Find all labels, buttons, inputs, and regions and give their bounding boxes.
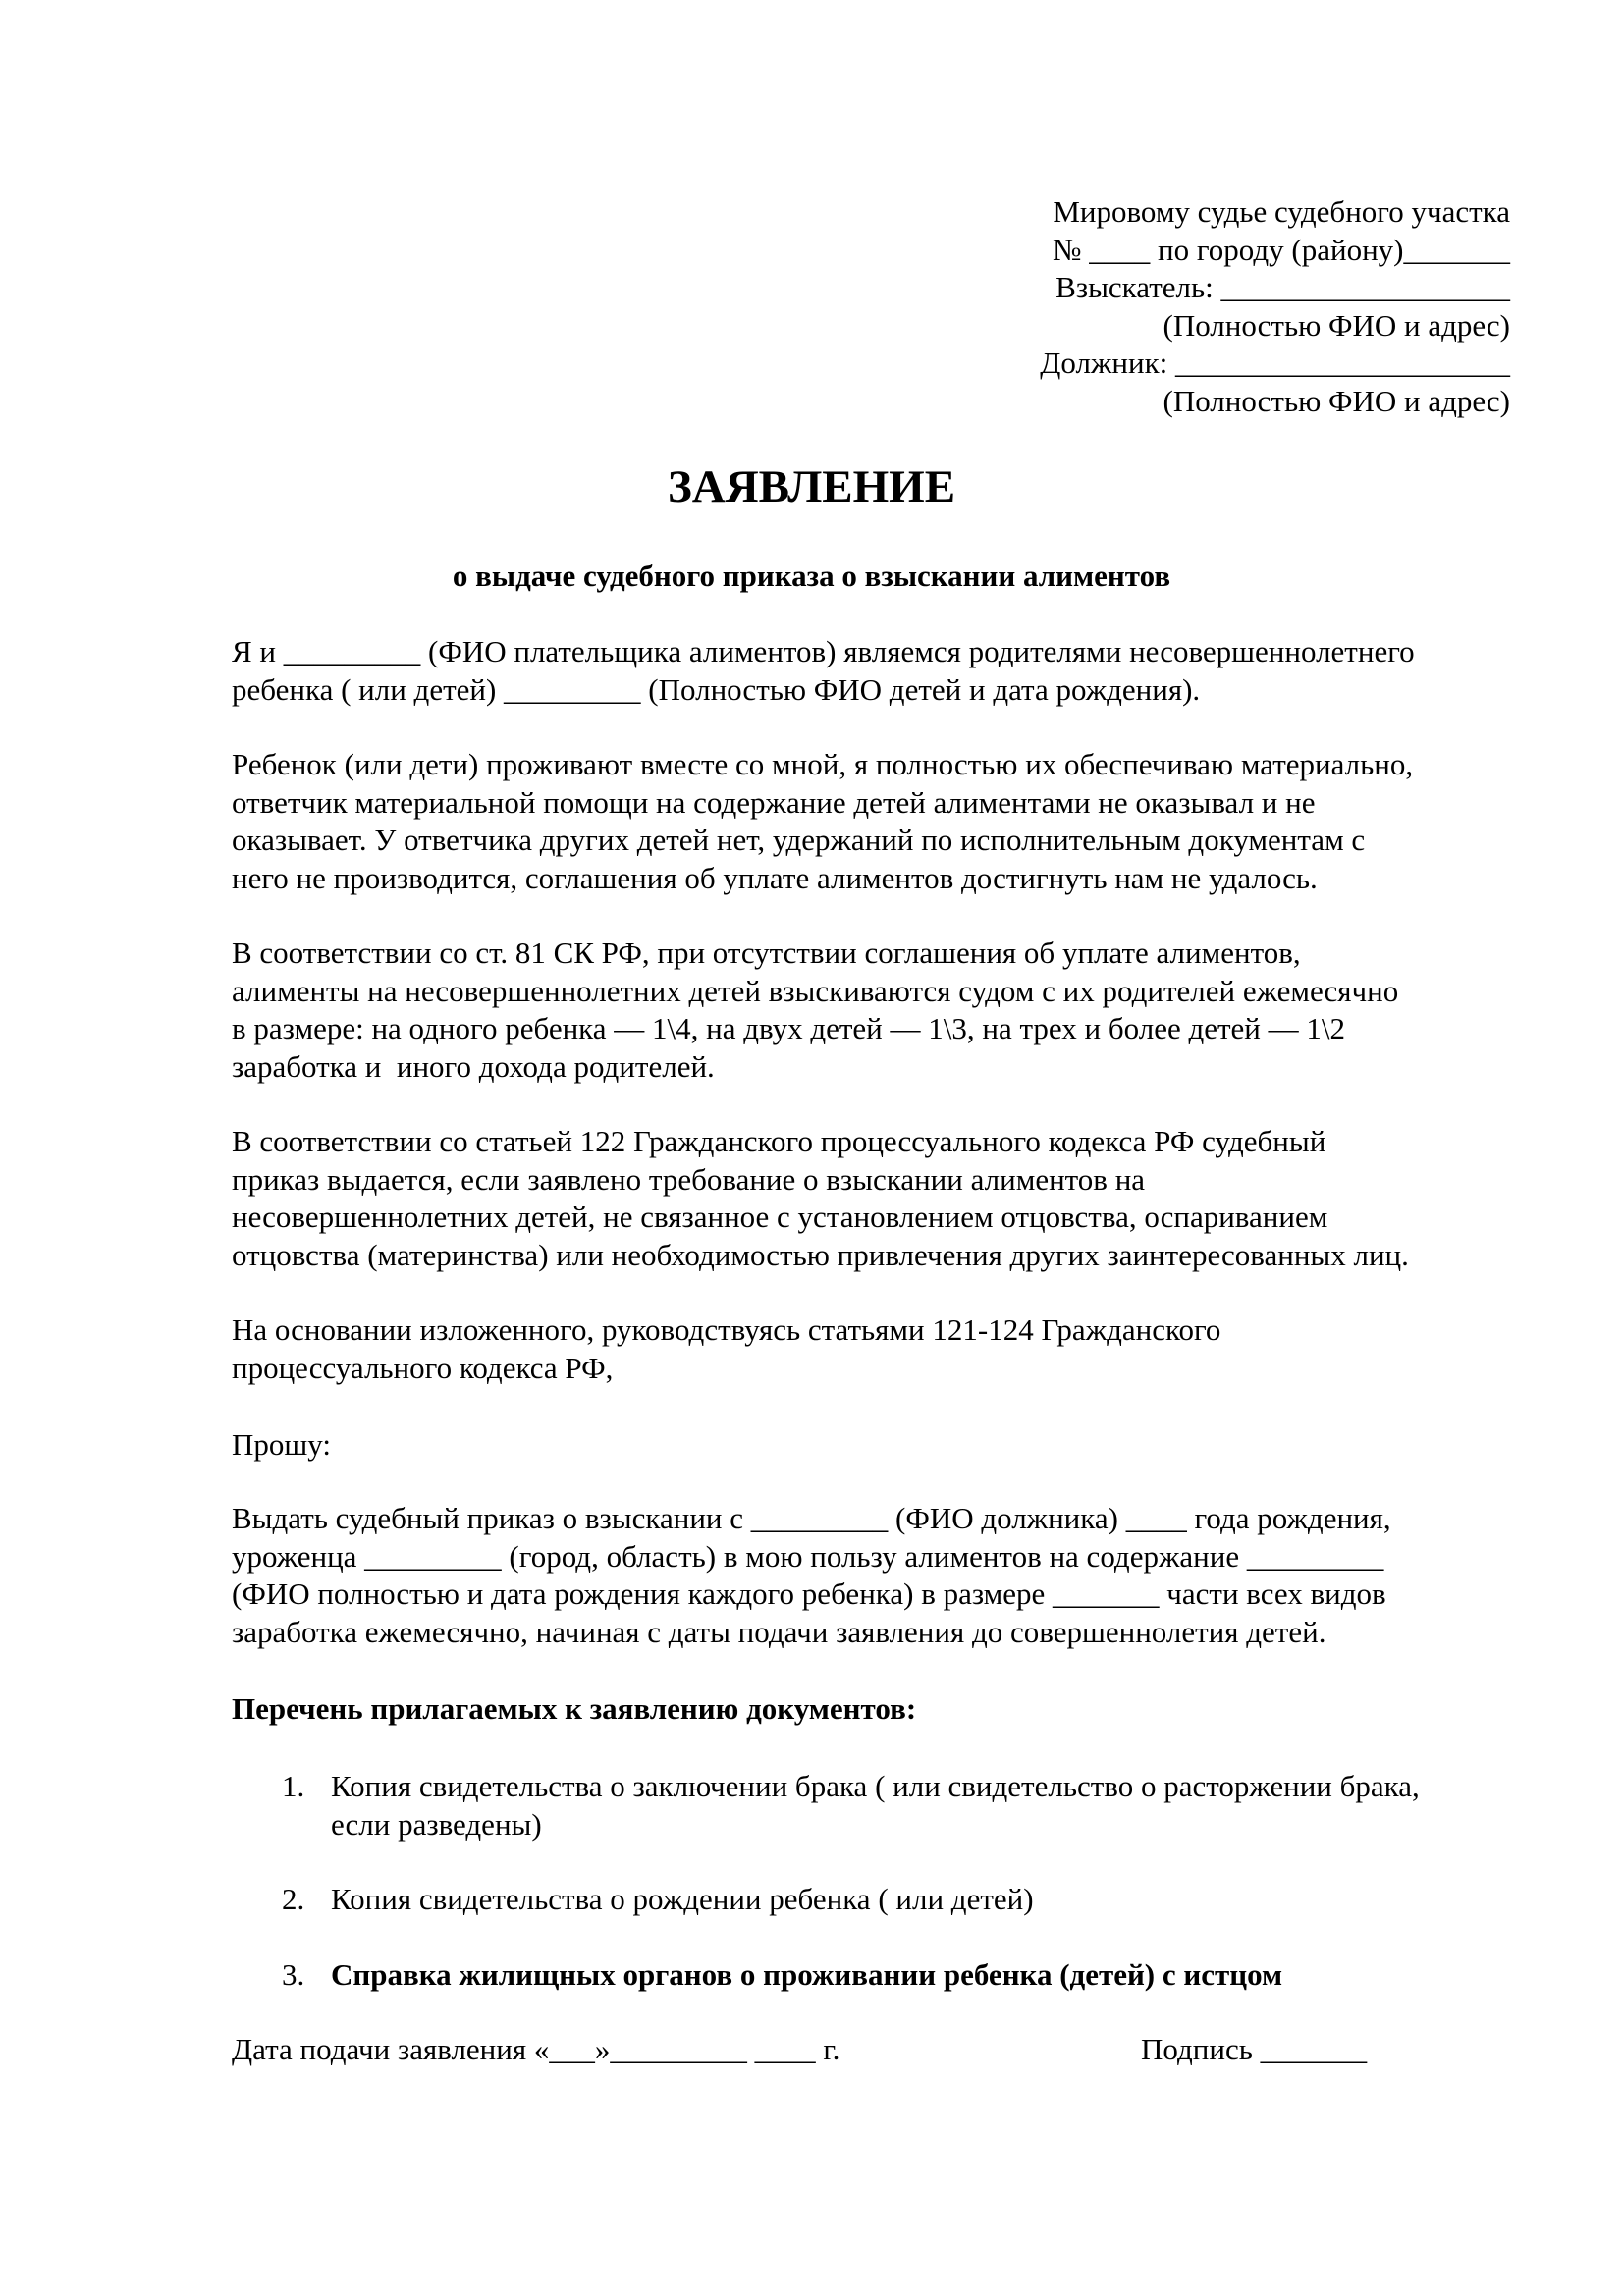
- list-number: 1.: [282, 1769, 305, 1803]
- text-line: Я и _________ (ФИО плательщика алиментов) являемся родителями несовершеннолетнего: [232, 634, 1415, 668]
- text-line: уроженца _________ (город, область) в мою пользу алиментов на содержание _________: [232, 1538, 1384, 1574]
- text-line: него не производится, соглашения об уплате алиментов достигнуть нам не удалось.: [232, 860, 1318, 895]
- list-text: [331, 1881, 1519, 1919]
- addressee-line: № ____ по городу (району)_______: [1052, 232, 1510, 267]
- text-line: В соответствии со ст. 81 СК РФ, при отсутствии соглашения об уплате алиментов,: [232, 935, 1301, 970]
- text-line: Ребенок (или дети) проживают вместе со мной, я полностью их обеспечиваю материально,: [232, 747, 1414, 781]
- text-line: отцовства (материнства) или необходимостью привлечения других заинтересованных лиц.: [232, 1237, 1409, 1272]
- text-line: Прошу:: [232, 1427, 331, 1462]
- document-subtitle: о выдаче судебного приказа о взыскании алиментов: [452, 559, 1171, 593]
- claimant-hint: (Полностью ФИО и адрес): [1163, 307, 1510, 343]
- paragraph-request-label: [232, 1426, 1518, 1465]
- text-line: в размере: на одного ребенка — 1\4, на двух детей — 1\3, на трех и более детей — 1\2: [232, 1011, 1345, 1045]
- list-number: 3.: [282, 1957, 305, 1992]
- text-line: процессуального кодекса РФ,: [232, 1350, 614, 1385]
- text-line: Копия свидетельства о рождении ребенка ( или детей): [331, 1882, 1034, 1916]
- signature-line: Подпись _______: [1141, 2032, 1368, 2066]
- addressee-line: Мировому судье судебного участка: [1053, 194, 1510, 229]
- paragraph-article-122: [232, 1123, 1518, 1274]
- text-line: Выдать судебный приказ о взыскании с _________ (ФИО должника) ____ года рождения,: [232, 1501, 1391, 1535]
- text-line: алименты на несовершеннолетних детей взыскиваются судом с их родителей ежемесячно: [232, 973, 1399, 1008]
- paragraph-request: [232, 1500, 1518, 1651]
- text-line: оказывает. У ответчика других детей нет, удержаний по исполнительным документам с: [232, 823, 1366, 857]
- text-line: (ФИО полностью и дата рождения каждого ребенка) в размере _______ части всех видов: [232, 1576, 1386, 1611]
- text-line: ребенка ( или детей) _________ (Полностью ФИО детей и дата рождения).: [232, 671, 1201, 707]
- list-text: [331, 1956, 1519, 1995]
- filing-date: Дата подачи заявления «___»_________ ____ г.: [232, 2032, 840, 2066]
- debtor-hint: (Полностью ФИО и адрес): [1163, 383, 1510, 418]
- document-title: ЗАЯВЛЕНИЕ: [667, 461, 956, 512]
- text-line: Копия свидетельства о заключении брака ( или свидетельство о расторжении брака,: [331, 1769, 1420, 1803]
- text-line: заработка и иного дохода родителей.: [232, 1048, 715, 1084]
- text-line: На основании изложенного, руководствуясь статьями 121-124 Гражданского: [232, 1312, 1221, 1347]
- addressee-block: [960, 193, 1510, 420]
- paragraph-parents: [232, 633, 1518, 709]
- paragraph-article-81: [232, 934, 1518, 1086]
- paragraph-residence: [232, 746, 1518, 897]
- list-number: 2.: [282, 1882, 305, 1916]
- text-line: Перечень прилагаемых к заявлению документов:: [232, 1691, 917, 1726]
- text-line: В соответствии со статьей 122 Гражданского процессуального кодекса РФ судебный: [232, 1124, 1326, 1158]
- text-line: несовершеннолетних детей, не связанное с установлением отцовства, оспариванием: [232, 1200, 1328, 1234]
- claimant-line: Взыскатель: ___________________: [1055, 270, 1510, 304]
- paragraph-basis: [232, 1311, 1518, 1387]
- list-text: [331, 1768, 1519, 1843]
- text-line: заработка ежемесячно, начиная с даты подачи заявления до совершеннолетия детей.: [232, 1614, 1326, 1649]
- text-line: приказ выдается, если заявлено требование о взыскании алиментов на: [232, 1161, 1146, 1197]
- attachments-heading: [232, 1690, 1518, 1729]
- debtor-line: Должник: ______________________: [1040, 346, 1510, 380]
- text-line: Справка жилищных органов о проживании ребенка (детей) с истцом: [331, 1957, 1283, 1992]
- text-line: если разведены): [331, 1806, 542, 1842]
- text-line: ответчик материальной помощи на содержание детей алиментами не оказывал и не: [232, 784, 1316, 820]
